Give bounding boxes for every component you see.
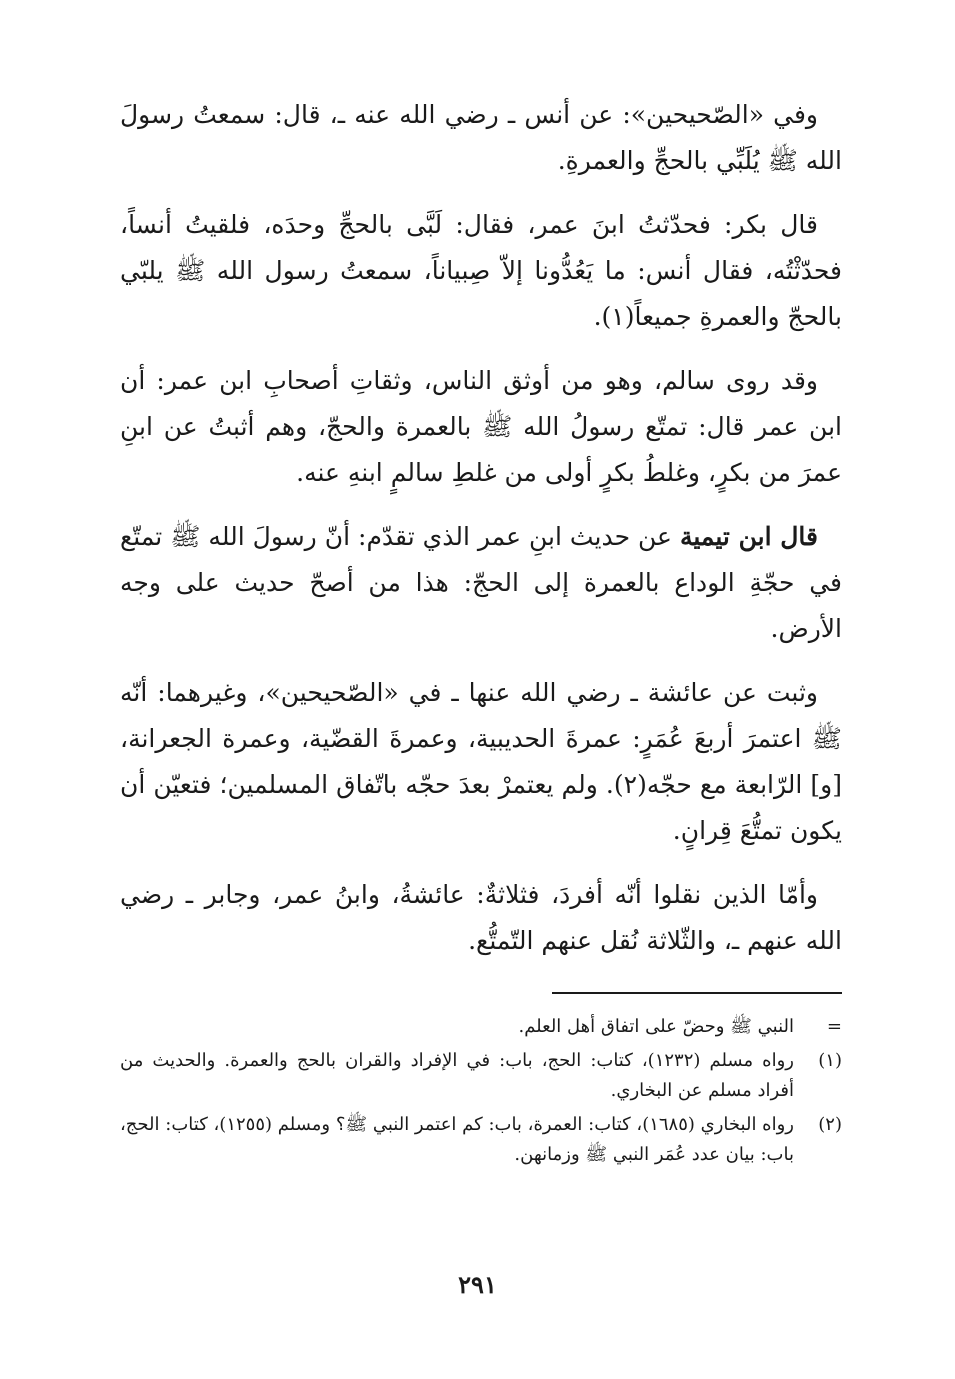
paragraph-5-text: وثبت عن عائشة ـ رضي الله عنها ـ في «الصّحيحين»، وغيرهما: أنّه ﷺ اعتمرَ أربعَ عُمَرٍ: عمرةَ الحديبية، وعمرةَ القضّية، وعمرة الجعرانة، [و] الرّابعة مع حجّه(٢). ولم يعتمرْ بعدَ حجّه باتّفاق المسلمين؛ فتعيّن أن يكون تمتُّعَ قِرانٍ. xyxy=(120,678,843,845)
page-number: ٢٩١ xyxy=(458,1270,497,1299)
paragraph-1-text: وفي «الصّحيحين»: عن أنس ـ رضي الله عنه ـ، قال: سمعتُ رسولَ الله ﷺ يُلَبِّي بالحجِّ والعمرةِ. xyxy=(120,100,842,175)
paragraph-2 xyxy=(120,202,842,340)
footnotes xyxy=(120,1012,842,1170)
paragraph-4-text: عن حديث ابنِ عمر الذي تقدّم: أنّ رسولَ الله ﷺ تمتّع في حجّةِ الوداع بالعمرة إلى الحجّ: هذا من أصحّ حديث على وجه الأرض. xyxy=(120,522,842,643)
footnote-marker: = xyxy=(826,1016,842,1037)
paragraph-6-text: وأمّا الذين نقلوا أنّه أفردَ، فثلاثةٌ: عائشةُ، وابنُ عمر، وجابر ـ رضي الله عنهم ـ، والثّلاثة نُقل عنهم التّمتُّع. xyxy=(120,880,842,955)
footnote-text: النبي ﷺ وحضّ على اتفاق أهل العلم. xyxy=(518,1016,794,1037)
page-body xyxy=(120,92,842,1174)
footnote-continuation xyxy=(120,1012,842,1042)
paragraph-3 xyxy=(120,358,842,496)
paragraph-3-text: وقد روى سالم، وهو من أوثق الناس، وثقاتِ أصحابِ ابن عمر: أن ابن عمر قال: تمتّع رسولُ الله ﷺ بالعمرة والحجّ، وهم أثبتُ عن ابنِ عمرَ من بكرٍ، وغلطُ بكرٍ أولى من غلطِ سالمٍ ابنهِ عنه. xyxy=(120,366,842,487)
footnote-number: (٢) xyxy=(818,1114,842,1135)
paragraph-2-text: قال بكر: فحدّثتُ ابنَ عمر، فقال: لَبَّى بالحجِّ وحدَه، فلقيتُ أنساً، فحدّثْتُه، فقال أنس: ما يَعُدُّونا إلاّ صِبياناً، سمعتُ رسول الله ﷺ يلبّي بالحجّ والعمرةِ جميعاً(١). xyxy=(120,210,842,331)
footnote-divider xyxy=(552,992,842,994)
footnote-2 xyxy=(120,1110,842,1170)
paragraph-4-bold-lead: قال ابن تيمية xyxy=(679,522,818,551)
footnote-text: رواه البخاري (١٦٨٥)، كتاب: العمرة، باب: كم اعتمر النبي ﷺ؟ ومسلم (١٢٥٥)، كتاب: الحج، باب: بيان عدد عُمَر النبي ﷺ وزمانهن. xyxy=(120,1114,794,1165)
paragraph-1 xyxy=(120,92,842,184)
footnote-text: رواه مسلم (١٢٣٢)، كتاب: الحج، باب: في الإفراد والقران بالحج والعمرة. والحديث من أفراد مسلم عن البخاري. xyxy=(120,1050,794,1101)
paragraph-4 xyxy=(120,514,842,652)
paragraph-5 xyxy=(120,670,842,854)
paragraph-6 xyxy=(120,872,842,964)
footnote-number: (١) xyxy=(818,1050,842,1071)
footnote-1 xyxy=(120,1046,842,1106)
